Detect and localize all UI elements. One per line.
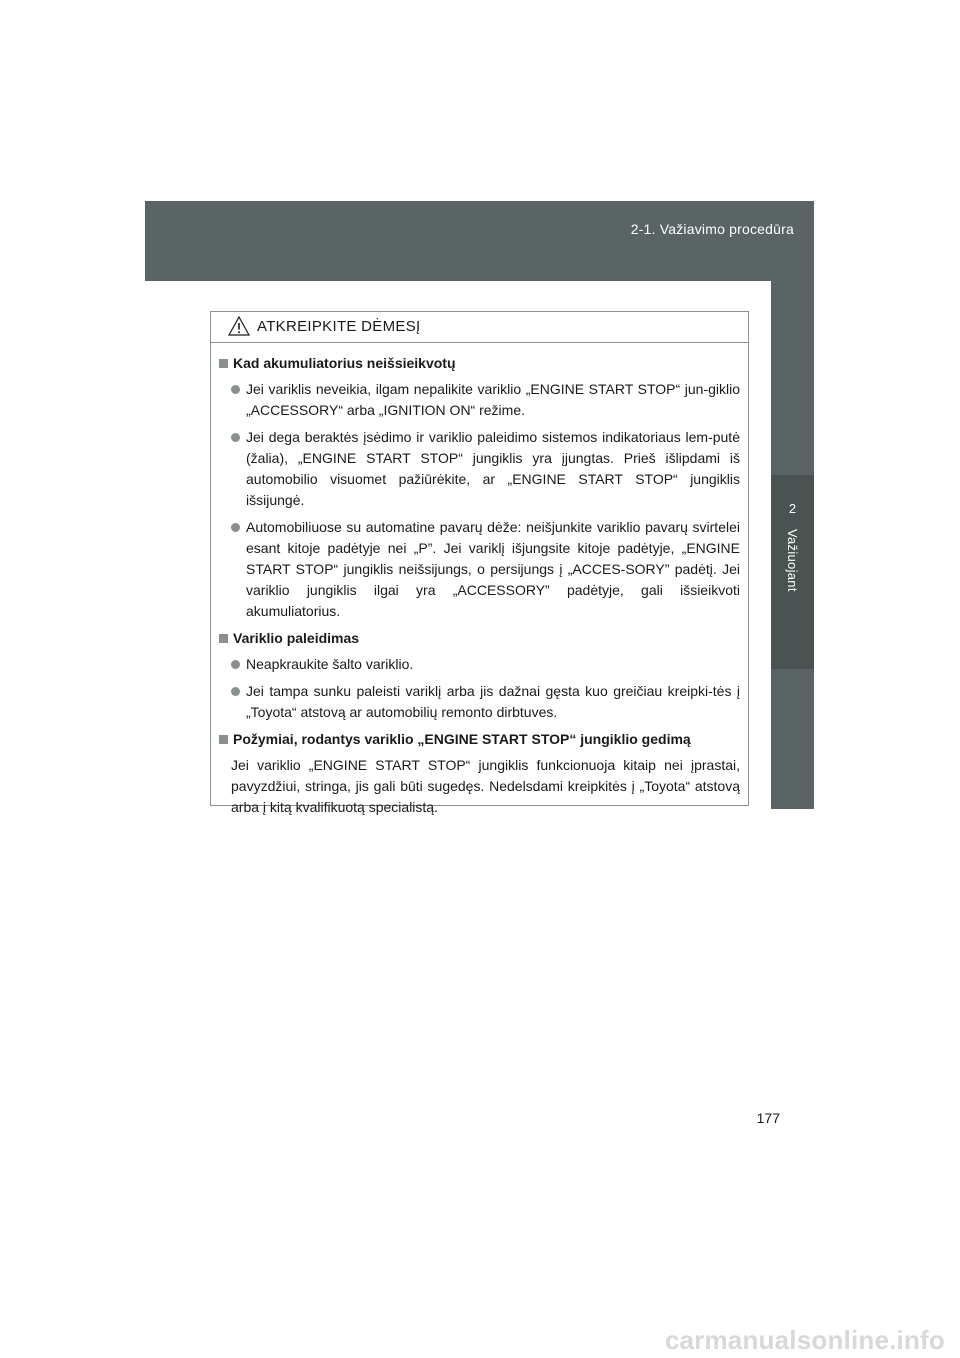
square-bullet-icon (219, 634, 228, 643)
chapter-number: 2 (788, 501, 797, 516)
section-title: 2-1. Važiavimo procedūra (630, 221, 794, 237)
caution-box (210, 311, 749, 815)
warning-triangle-icon (228, 316, 250, 336)
chapter-label: Važiuojant (785, 529, 800, 592)
page-number: 177 (756, 1110, 780, 1126)
paragraph: Jei variklio „ENGINE START STOP“ jungiklis funkcionuoja kitaip nei įprastai, pavyzdžiui, stringa, jis gali būti sugedęs. Nedelsdami kreipkitės į „Toyota“ atstovą arba į kitą kvalifikuotą specialistą. (231, 757, 740, 815)
list-item-text: Jei tampa sunku paleisti variklį arba jis dažnai gęsta kuo greičiau kreipki-tės į „Toyota“ atstovą ar automobilių remonto dirbtuves. (246, 683, 740, 720)
watermark: carmanualsonline.info (664, 1325, 945, 1355)
list-item (231, 379, 740, 421)
chapter-side-tab (771, 475, 814, 669)
side-tab-lower (771, 669, 814, 809)
caution-header (211, 312, 748, 343)
section-heading (219, 353, 740, 374)
round-bullet-icon (231, 385, 240, 394)
list-item (231, 427, 740, 511)
round-bullet-icon (231, 687, 240, 696)
list-item-text: Jei dega beraktės įsėdimo ir variklio paleidimo sistemos indikatoriaus lem-putė (žalia), „ENGINE START STOP“ jungiklis yra įjungtas. Prieš išlipdami iš automobilio visuomet pažiūrėkite, ar „ENGINE START STOP“ jungiklis išsijungė. (246, 429, 740, 508)
list-item (231, 654, 740, 675)
side-tab-upper (771, 281, 814, 475)
square-bullet-icon (219, 359, 228, 368)
section-header-band (145, 201, 814, 281)
caution-body (211, 343, 748, 818)
section-heading-text: Požymiai, rodantys variklio „ENGINE START STOP“ jungiklio gedimą (233, 731, 691, 747)
list-item (231, 517, 740, 622)
section-heading-text: Kad akumuliatorius neišsieikvotų (233, 355, 456, 371)
section-heading (219, 628, 740, 649)
caution-title: ATKREIPKITE DĖMESĮ (257, 318, 421, 335)
list-item-text: Automobiliuose su automatine pavarų dėže: neišjunkite variklio pavarų svirtelei esant kitoje padėtyje nei „P”. Jei variklį išjungsite kitoje padėtyje, „ENGINE START STOP“ jungiklis neišsijungs, o persijungs į „ACCES-SORY” padėtį. Jei variklio jungiklis ilgai yra „ACCESSORY” padėtyje, gali išsieikvoti akumuliatorius. (246, 519, 740, 619)
list-item (231, 681, 740, 723)
round-bullet-icon (231, 660, 240, 669)
round-bullet-icon (231, 433, 240, 442)
list-item-text: Neapkraukite šalto variklio. (246, 656, 414, 672)
square-bullet-icon (219, 735, 228, 744)
round-bullet-icon (231, 523, 240, 532)
list-item-text: Jei variklis neveikia, ilgam nepalikite variklio „ENGINE START STOP“ jun-giklio „ACCESSORY“ arba „IGNITION ON“ režime. (246, 381, 740, 418)
section-heading (219, 729, 740, 750)
section-heading-text: Variklio paleidimas (233, 630, 360, 646)
